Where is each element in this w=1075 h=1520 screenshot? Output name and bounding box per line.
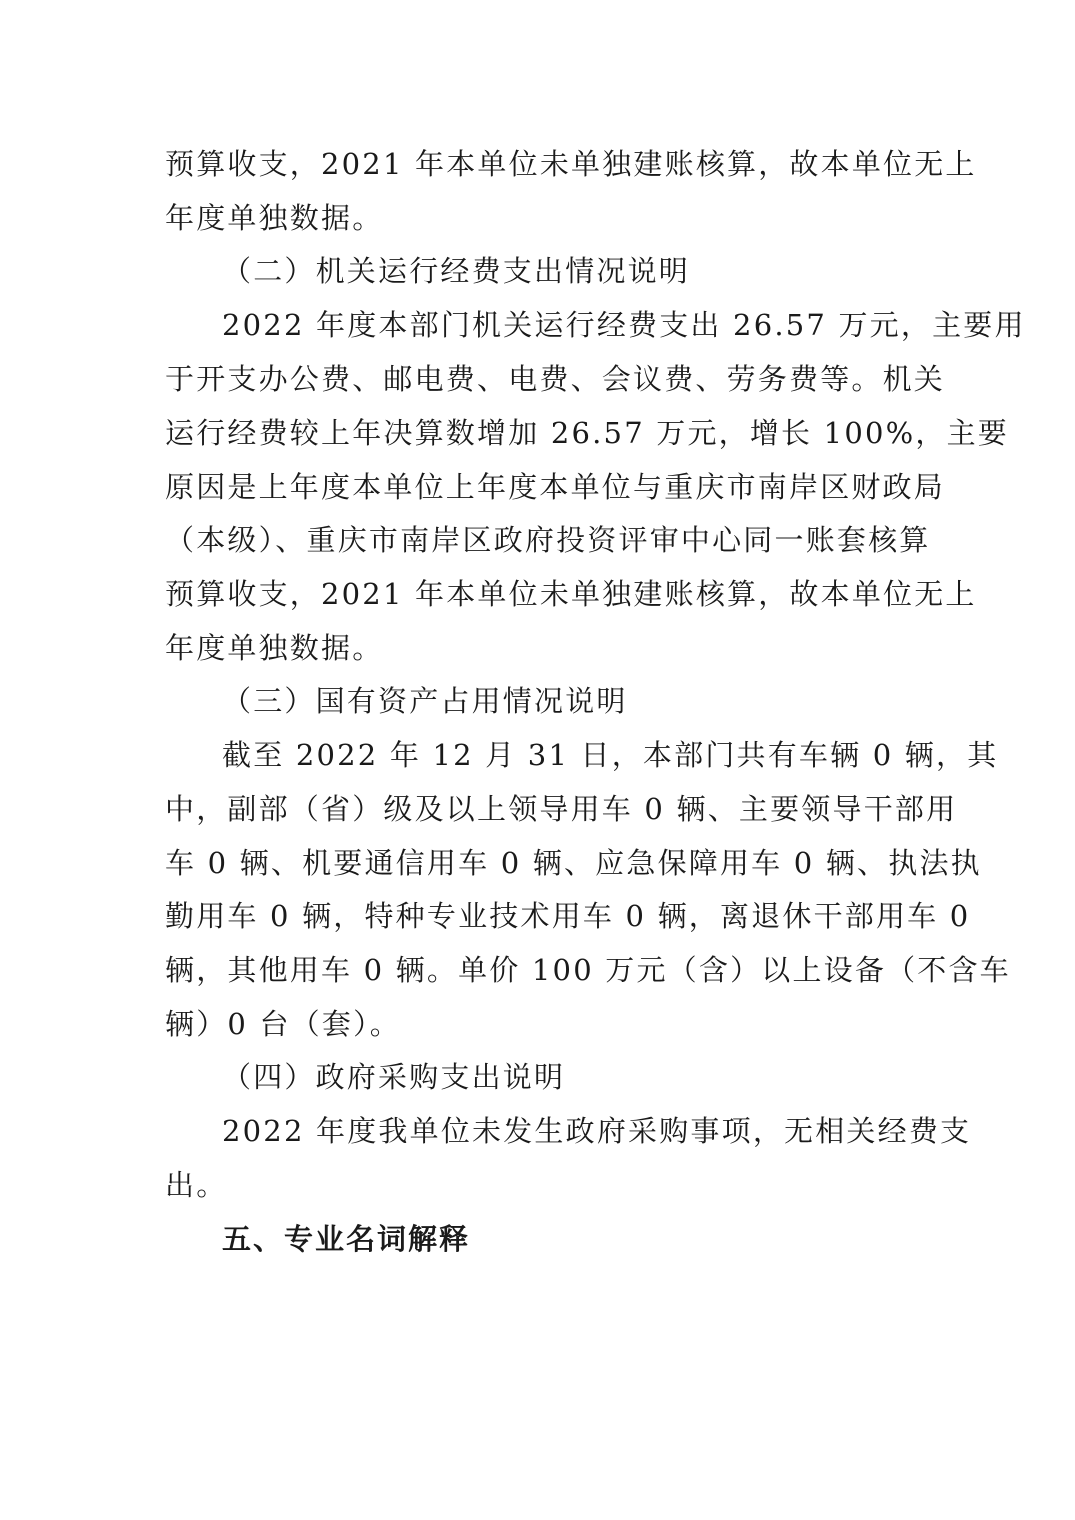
section-heading-4: （四）政府采购支出说明 <box>222 1060 566 1094</box>
section-heading-3: （三）国有资产占用情况说明 <box>222 684 628 718</box>
paragraph-line: 预算收支，2021 年本单位未单独建账核算，故本单位无上 <box>165 577 977 611</box>
paragraph-line: 车 0 辆、机要通信用车 0 辆、应急保障用车 0 辆、执法执 <box>165 846 982 880</box>
paragraph-line: 于开支办公费、邮电费、电费、会议费、劳务费等。机关 <box>165 362 946 396</box>
paragraph-line: 辆，其他用车 0 辆。单价 100 万元（含）以上设备（不含车 <box>165 953 1011 987</box>
paragraph-line: 运行经费较上年决算数增加 26.57 万元，增长 100%，主要 <box>165 416 1009 450</box>
section-heading-2: （二）机关运行经费支出情况说明 <box>222 254 691 288</box>
paragraph-line: 中，副部（省）级及以上领导用车 0 辆、主要领导干部用 <box>165 792 958 826</box>
paragraph-line: （本级）、重庆市南岸区政府投资评审中心同一账套核算 <box>165 523 931 557</box>
paragraph-line: 年度单独数据。 <box>165 201 384 235</box>
paragraph-line: 2022 年度我单位未发生政府采购事项，无相关经费支 <box>222 1114 972 1148</box>
paragraph-line: 辆）0 台（套）。 <box>165 1007 401 1041</box>
chapter-heading: 五、专业名词解释 <box>222 1222 471 1256</box>
paragraph-line: 年度单独数据。 <box>165 631 384 665</box>
paragraph-line: 出。 <box>165 1168 228 1202</box>
paragraph-line: 2022 年度本部门机关运行经费支出 26.57 万元，主要用 <box>222 308 1026 342</box>
paragraph-line: 预算收支，2021 年本单位未单独建账核算，故本单位无上 <box>165 147 977 181</box>
paragraph-line: 勤用车 0 辆，特种专业技术用车 0 辆，离退休干部用车 0 <box>165 899 971 933</box>
paragraph-line: 截至 2022 年 12 月 31 日，本部门共有车辆 0 辆，其 <box>222 738 999 772</box>
paragraph-line: 原因是上年度本单位上年度本单位与重庆市南岸区财政局 <box>165 470 946 504</box>
